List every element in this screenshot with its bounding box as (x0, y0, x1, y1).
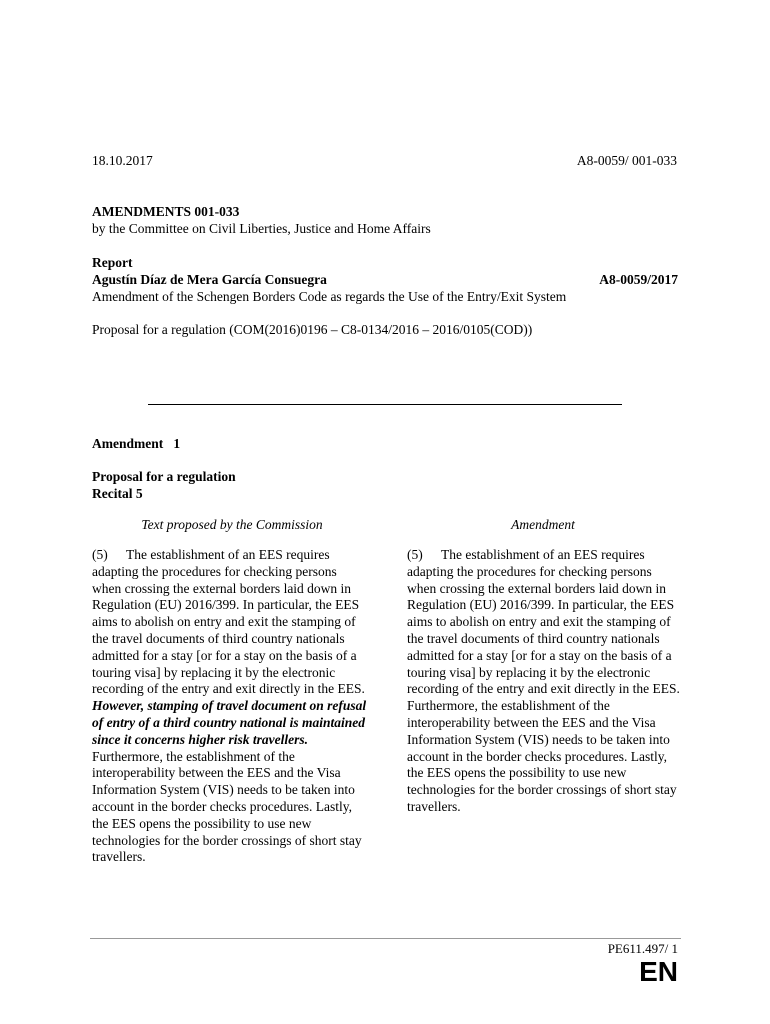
commission-text-heading: Text proposed by the Commission (141, 517, 323, 532)
report-block (92, 254, 678, 305)
header-date: 18.10.2017 (92, 153, 153, 168)
recital-block (92, 468, 236, 502)
recital-number: (5) (407, 547, 423, 562)
commission-text-highlight: However, stamping of travel document on refusal of entry of a third country national is maintained since it concerns higher risk travellers. (92, 698, 367, 747)
rapporteur-name: Agustín Díaz de Mera García Consuegra (92, 272, 327, 287)
rapporteur-row (92, 271, 678, 288)
header-reference: A8-0059/ 001-033 (576, 153, 677, 168)
commission-text-part1: The establishment of an EES requires adapting the procedures for checking persons when crossing the external borders laid down in Regulation (EU) 2016/399. In particular, the EES aims to abolish on entry and exit the stamping of the travel documents of third country nationals admitted for a stay [or for a stay on the basis of a touring visa] by replacing it by the electronic recording of the entry and exit directly in the EES. (92, 547, 365, 697)
recital-number: (5) (92, 547, 108, 562)
footer-language-code: EN (639, 956, 678, 987)
footer-page-number: PE611.497/ 1 (607, 941, 678, 956)
report-subject: Amendment of the Schengen Borders Code as regards the Use of the Entry/Exit System (92, 289, 567, 304)
amendment-title: Amendment 1 (92, 436, 181, 451)
amendments-block (92, 203, 678, 237)
separator-line (148, 404, 622, 405)
proposal-line: Proposal for a regulation (COM(2016)0196 – C8-0134/2016 – 2016/0105(COD)) (92, 322, 533, 337)
recital-label: Recital 5 (92, 486, 143, 501)
amendment-text: The establishment of an EES requires adapting the procedures for checking persons when crossing the external borders laid down in Regulation (EU) 2016/399. In particular, the EES aims to abolish on entry and exit the stamping of the travel documents of third country nationals admitted for a stay [or for a stay on the basis of a touring visa] by replacing it by the electronic recording of the entry and exit directly in the EES. Furthermore, the establishment of the interoperability between the EES and the Visa Information System (VIS) needs to be taken into account in the border checks procedures. Lastly, the EES opens the possibility to use new technologies for the border crossings of short stay travellers. (407, 547, 680, 814)
report-number: A8-0059/2017 (599, 272, 678, 287)
commission-text-column (92, 547, 367, 866)
amendments-title: AMENDMENTS 001-033 (92, 204, 240, 219)
proposal-label: Proposal for a regulation (92, 469, 236, 484)
report-label: Report (92, 255, 133, 270)
amendment-text-column (407, 547, 681, 816)
footer-rule (90, 938, 681, 939)
committee-line: by the Committee on Civil Liberties, Justice and Home Affairs (92, 221, 431, 236)
amendment-heading: Amendment (511, 517, 575, 532)
commission-text-part2: Furthermore, the establishment of the interoperability between the EES and the Visa Information System (VIS) needs to be taken into account in the border checks procedures. Lastly, the EES opens the possibility to use new technologies for the border crossings of short stay travellers. (92, 748, 362, 865)
